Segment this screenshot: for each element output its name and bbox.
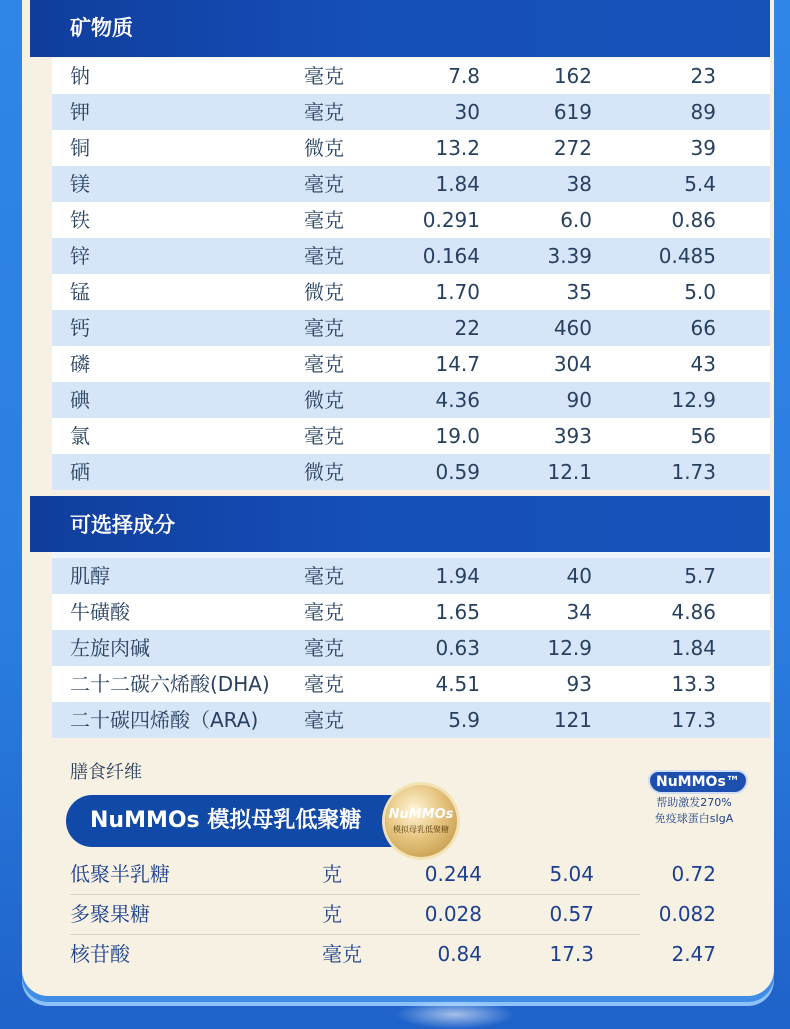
- minerals-row: [52, 58, 770, 94]
- minerals-cell-c: 12.9: [671, 388, 716, 412]
- optional-cell-c: 4.86: [671, 600, 716, 624]
- minerals-cell-b: 3.39: [547, 244, 592, 268]
- minerals-cell-name: 磷: [70, 352, 90, 376]
- optional-cell-b: 34: [566, 600, 592, 624]
- optional-cell-unit: 毫克: [304, 672, 344, 696]
- minerals-cell-c: 89: [690, 100, 716, 124]
- optional-row: [52, 594, 770, 630]
- minerals-row: [52, 310, 770, 346]
- minerals-cell-c: 39: [690, 136, 716, 160]
- optional-cell-c: 13.3: [671, 672, 716, 696]
- minerals-row: [52, 454, 770, 490]
- fiber-row-separator: [70, 894, 640, 895]
- fiber-cell-a: 0.244: [424, 862, 482, 886]
- shield-line-1: 帮助激发270%: [656, 796, 732, 809]
- optional-cell-a: 4.51: [435, 672, 480, 696]
- optional-cell-unit: 毫克: [304, 564, 344, 588]
- minerals-cell-unit: 毫克: [304, 64, 344, 88]
- minerals-cell-unit: 毫克: [304, 316, 344, 340]
- optional-row: [52, 666, 770, 702]
- fiber-cell-b: 17.3: [549, 942, 594, 966]
- optional-cell-b: 93: [566, 672, 592, 696]
- optional-cell-c: 17.3: [671, 708, 716, 732]
- minerals-row: [52, 418, 770, 454]
- optional-cell-name: 二十二碳六烯酸(DHA): [70, 672, 270, 696]
- optional-cell-a: 5.9: [448, 708, 480, 732]
- fiber-cell-name: 低聚半乳糖: [70, 862, 170, 886]
- minerals-cell-b: 162: [553, 64, 592, 88]
- minerals-cell-unit: 毫克: [304, 100, 344, 124]
- fiber-cell-c: 0.082: [658, 902, 716, 926]
- minerals-cell-name: 镁: [70, 172, 90, 196]
- nummos-pill: NuMMOs 模拟母乳低聚糖: [66, 795, 416, 847]
- bottom-glow: [395, 1000, 515, 1029]
- fiber-cell-c: 2.47: [671, 942, 716, 966]
- minerals-cell-name: 氯: [70, 424, 90, 448]
- fiber-cell-name: 核苷酸: [70, 942, 130, 966]
- minerals-cell-b: 38: [566, 172, 592, 196]
- minerals-cell-name: 钠: [70, 64, 90, 88]
- optional-row: [52, 558, 770, 594]
- minerals-row: [52, 130, 770, 166]
- minerals-cell-name: 硒: [70, 460, 90, 484]
- fiber-cell-unit: 克: [322, 862, 342, 886]
- minerals-cell-a: 1.84: [435, 172, 480, 196]
- minerals-cell-a: 0.291: [422, 208, 480, 232]
- fiber-cell-b: 0.57: [549, 902, 594, 926]
- minerals-cell-a: 0.164: [422, 244, 480, 268]
- fiber-row: [52, 935, 770, 973]
- minerals-cell-a: 22: [454, 316, 480, 340]
- minerals-cell-c: 66: [690, 316, 716, 340]
- optional-cell-b: 40: [566, 564, 592, 588]
- minerals-row: [52, 202, 770, 238]
- fiber-cell-b: 5.04: [549, 862, 594, 886]
- minerals-row: [52, 274, 770, 310]
- minerals-cell-b: 460: [553, 316, 592, 340]
- minerals-header: 矿物质: [30, 0, 770, 57]
- fiber-cell-a: 0.84: [437, 942, 482, 966]
- minerals-cell-unit: 微克: [304, 460, 344, 484]
- fiber-cell-c: 0.72: [671, 862, 716, 886]
- minerals-cell-a: 19.0: [435, 424, 480, 448]
- minerals-cell-a: 7.8: [448, 64, 480, 88]
- minerals-cell-unit: 毫克: [304, 352, 344, 376]
- minerals-cell-name: 铜: [70, 136, 90, 160]
- shield-brand: NuMMOs™: [648, 770, 748, 794]
- minerals-cell-name: 铁: [70, 208, 90, 232]
- minerals-row: [52, 166, 770, 202]
- minerals-cell-a: 30: [454, 100, 480, 124]
- optional-cell-unit: 毫克: [304, 600, 344, 624]
- optional-row: [52, 630, 770, 666]
- fiber-cell-name: 多聚果糖: [70, 902, 150, 926]
- minerals-cell-a: 13.2: [435, 136, 480, 160]
- optional-cell-c: 5.7: [684, 564, 716, 588]
- minerals-cell-a: 4.36: [435, 388, 480, 412]
- optional-row: [52, 702, 770, 738]
- optional-cell-name: 左旋肉碱: [70, 636, 150, 660]
- nummos-gold-badge: [385, 785, 457, 857]
- optional-cell-unit: 毫克: [304, 636, 344, 660]
- fiber-row: [52, 895, 770, 933]
- minerals-cell-b: 304: [553, 352, 592, 376]
- optional-cell-b: 121: [553, 708, 592, 732]
- optional-cell-unit: 毫克: [304, 708, 344, 732]
- minerals-cell-b: 272: [553, 136, 592, 160]
- minerals-cell-b: 393: [553, 424, 592, 448]
- optional-header: 可选择成分: [30, 496, 770, 552]
- minerals-cell-b: 6.0: [560, 208, 592, 232]
- fiber-row-separator: [70, 934, 640, 935]
- optional-cell-c: 1.84: [671, 636, 716, 660]
- minerals-cell-c: 1.73: [671, 460, 716, 484]
- gold-badge-brand: NuMMOs: [388, 807, 454, 822]
- minerals-cell-unit: 毫克: [304, 172, 344, 196]
- minerals-cell-c: 43: [690, 352, 716, 376]
- fiber-cell-unit: 克: [322, 902, 342, 926]
- minerals-cell-unit: 毫克: [304, 424, 344, 448]
- minerals-cell-unit: 毫克: [304, 208, 344, 232]
- optional-cell-a: 0.63: [435, 636, 480, 660]
- optional-cell-a: 1.94: [435, 564, 480, 588]
- minerals-cell-c: 5.0: [684, 280, 716, 304]
- minerals-row: [52, 382, 770, 418]
- fiber-title: 膳食纤维: [70, 762, 142, 783]
- minerals-cell-c: 0.86: [671, 208, 716, 232]
- shield-line-2: 免疫球蛋白sIgA: [654, 812, 734, 825]
- optional-cell-name: 牛磺酸: [70, 600, 130, 624]
- optional-cell-b: 12.9: [547, 636, 592, 660]
- minerals-cell-name: 碘: [70, 388, 90, 412]
- fiber-row: [52, 855, 770, 893]
- minerals-cell-name: 钙: [70, 316, 90, 340]
- optional-cell-name: 二十碳四烯酸（ARA): [70, 708, 259, 732]
- minerals-cell-b: 619: [553, 100, 592, 124]
- minerals-cell-a: 1.70: [435, 280, 480, 304]
- minerals-cell-unit: 微克: [304, 280, 344, 304]
- minerals-cell-b: 35: [566, 280, 592, 304]
- fiber-cell-unit: 毫克: [322, 942, 362, 966]
- minerals-cell-unit: 毫克: [304, 244, 344, 268]
- optional-cell-name: 肌醇: [70, 564, 110, 588]
- minerals-cell-c: 23: [690, 64, 716, 88]
- minerals-cell-unit: 微克: [304, 136, 344, 160]
- minerals-cell-unit: 微克: [304, 388, 344, 412]
- minerals-cell-name: 锌: [70, 244, 90, 268]
- optional-cell-a: 1.65: [435, 600, 480, 624]
- fiber-cell-a: 0.028: [424, 902, 482, 926]
- minerals-cell-c: 0.485: [658, 244, 716, 268]
- minerals-cell-c: 5.4: [684, 172, 716, 196]
- minerals-row: [52, 94, 770, 130]
- minerals-cell-b: 90: [566, 388, 592, 412]
- minerals-cell-a: 0.59: [435, 460, 480, 484]
- gold-badge-sub: 模拟母乳低聚糖: [393, 825, 449, 834]
- nummos-shield-badge: [648, 770, 740, 834]
- minerals-cell-name: 钾: [70, 100, 90, 124]
- minerals-cell-name: 锰: [70, 280, 90, 304]
- minerals-cell-b: 12.1: [547, 460, 592, 484]
- minerals-row: [52, 346, 770, 382]
- minerals-cell-a: 14.7: [435, 352, 480, 376]
- minerals-row: [52, 238, 770, 274]
- minerals-cell-c: 56: [690, 424, 716, 448]
